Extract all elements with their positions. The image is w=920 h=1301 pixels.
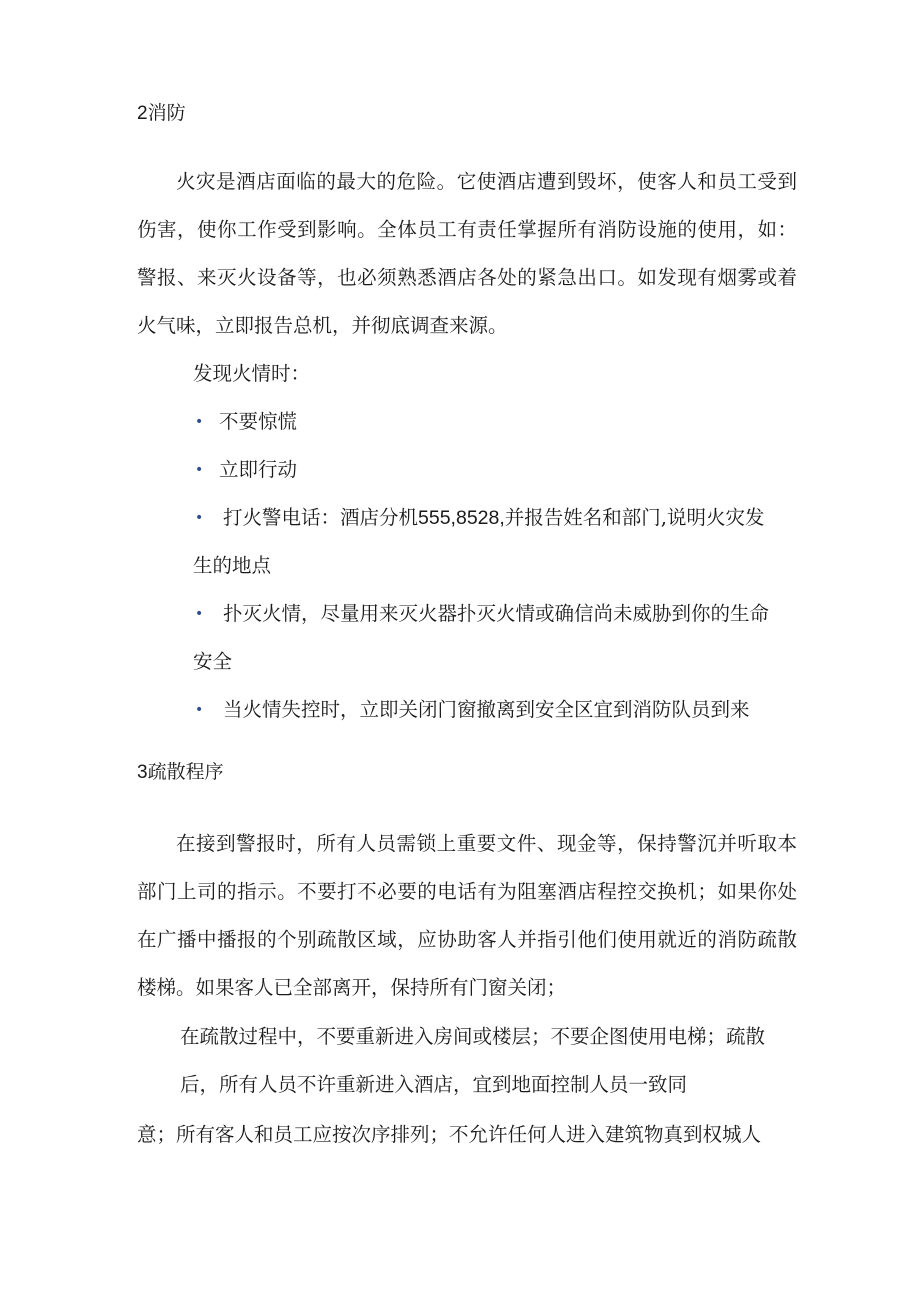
fire-intro-paragraph: 火灾是酒店面临的最大的危险。它使酒店遭到毁坏，使客人和员工受到伤害，使你工作受到影响。全体员工有责任掌握所有消防设施的使用，如：警报、来灭火设备等，也必须熟悉酒店各处的紧急出口。如发现有烟雾或着火气味，立即报告总机，并彻底调查来源。 xyxy=(137,170,797,337)
bullet-icon: • xyxy=(195,606,204,622)
section-number: 2 xyxy=(137,103,148,124)
section-heading-fire xyxy=(137,101,186,126)
bullet-icon: • xyxy=(195,510,204,526)
list-item xyxy=(193,494,793,590)
evacuation-line-3: 意；所有客人和员工应按次序排列；不允许任何人进入建筑物真到权城人 xyxy=(137,1123,762,1146)
list-item xyxy=(193,590,793,686)
evacuation-line-2: 后，所有人员不许重新进入酒店，宜到地面控制人员一致同 xyxy=(180,1073,688,1096)
bullet-text: 扑灭火情，尽量用来灭火器扑灭火情或确信尚未威胁到你的生命 xyxy=(223,602,770,625)
bullet-icon: • xyxy=(195,702,204,718)
phone-extension: 555,8528, xyxy=(418,507,505,529)
bullet-text: 立即行动 xyxy=(219,458,298,481)
section-title: 疏散程序 xyxy=(147,761,224,783)
bullet-icon: • xyxy=(195,462,204,478)
fire-found-label: 发现火情时： xyxy=(193,362,311,385)
bullet-text: 打火警电话：酒店分机 xyxy=(223,506,419,529)
section-title: 消防 xyxy=(147,102,186,124)
bullet-text: 不要惊慌 xyxy=(219,410,298,433)
bullet-icon: • xyxy=(195,414,204,430)
bullet-text: 当火情失控时，立即关闭门窗撤离到安全区宜到消防队员到来 xyxy=(223,698,750,721)
bullet-text-wrap: 生的地点 xyxy=(193,554,272,577)
evacuation-paragraph: 在接到警报时，所有人员需锁上重要文件、现金等，保持警沉并听取本部门上司的指示。不要打不必要的电话有为阻塞酒店程控交换机；如果你处在广播中播报的个别疏散区域，应协助客人并指引他们使用就近的消防疏散楼梯。如果客人已全部离开，保持所有门窗关闭； xyxy=(137,832,797,999)
fire-bullet-list xyxy=(193,398,793,734)
list-item xyxy=(193,446,793,494)
section-heading-evacuation xyxy=(137,760,224,785)
evacuation-line-1: 在疏散过程中，不要重新进入房间或楼层；不要企图使用电梯；疏散 xyxy=(180,1025,766,1048)
list-item xyxy=(193,686,793,734)
section-number: 3 xyxy=(137,762,148,783)
bullet-text: 并报告姓名和部门,说明火灾发 xyxy=(504,506,765,529)
bullet-text-wrap: 安全 xyxy=(193,650,233,673)
list-item xyxy=(193,398,793,446)
